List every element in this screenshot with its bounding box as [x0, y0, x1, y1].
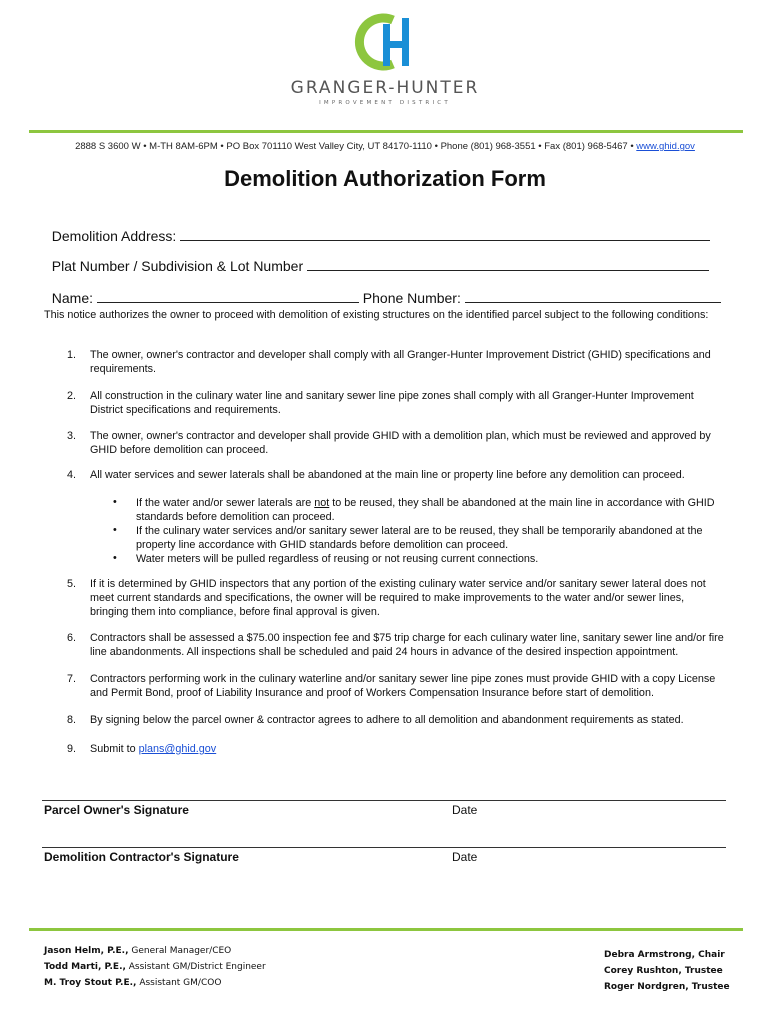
- condition-text: By signing below the parcel owner & contractor agrees to adhere to all demolition and abandonment requirements as stated.: [90, 714, 684, 726]
- footer-divider: [29, 928, 743, 931]
- address-blank[interactable]: [180, 227, 710, 241]
- trustee-entry: Debra Armstrong, Chair: [604, 950, 725, 960]
- org-name: GRANGER-HUNTER: [290, 78, 480, 98]
- submit-email-link[interactable]: plans@ghid.gov: [138, 743, 217, 755]
- name-phone-field[interactable]: [44, 273, 721, 306]
- condition-number: 9.: [67, 743, 77, 755]
- bullet-text: Water meters will be pulled regardless of reusing or not reusing current connections.: [136, 553, 539, 565]
- bullet-icon: •: [113, 552, 117, 564]
- condition-text: All construction in the culinary water line and sanitary sewer line pipe zones shall comply with all Granger-Hunter Improvement District specifications and requirements.: [90, 390, 694, 416]
- condition-number: 7.: [67, 673, 77, 685]
- trustee-entry: Corey Rushton, Trustee: [604, 966, 723, 976]
- org-subtitle: IMPROVEMENT DISTRICT: [319, 100, 451, 106]
- condition-text: Contractors performing work in the culinary waterline and/or sanitary sewer line pipe zones must provide GHID with a copy License and Permit Bond, proof of Liability Insurance and proof of Workers Compensation Insurance before start of demolition.: [90, 673, 716, 699]
- condition-text: The owner, owner's contractor and developer shall provide GHID with a demolition plan, which must be reviewed and approved by GHID before demolition can proceed.: [90, 430, 711, 456]
- name-label: Name:: [51, 290, 97, 306]
- header-divider: [29, 130, 743, 133]
- condition-text: Submit to plans@ghid.gov: [90, 743, 217, 755]
- bullet-text: If the culinary water services and/or sanitary sewer lateral are to be reused, they shall be temporarily abandoned at the property line accordance with GHID standards before demolition can proceed.: [136, 525, 703, 551]
- district-logo: [0, 10, 770, 106]
- phone-label: Phone Number:: [358, 290, 465, 306]
- trustee-list: [604, 947, 730, 995]
- contact-text: 2888 S 3600 W • M-TH 8AM-6PM • PO Box 701110 West Valley City, UT 84170-1110 • Phone (801) 968-3551 • Fax (801) 968-5467 •: [75, 141, 637, 152]
- name-blank[interactable]: [97, 289, 359, 303]
- bullet-icon: •: [113, 496, 117, 508]
- condition-number: 4.: [67, 469, 77, 481]
- bullet-text: If the water and/or sewer laterals are not to be reused, they shall be abandoned at the main line in accordance with GHID standards before demolition can proceed.: [136, 497, 715, 523]
- condition-number: 8.: [67, 714, 77, 726]
- staff-entry: M. Troy Stout P.E., Assistant GM/COO: [44, 978, 222, 988]
- website-link[interactable]: www.ghid.gov: [636, 141, 695, 152]
- condition-text: Contractors shall be assessed a $75.00 inspection fee and $75 trip charge for each culinary water line, sanitary sewer line and/or fire line abandonments. All inspections shall be scheduled and paid 24 hours in advance of the desired inspection appointment.: [90, 632, 724, 658]
- condition-number: 3.: [67, 430, 77, 442]
- contractor-signature-line[interactable]: [42, 847, 726, 848]
- plat-label: Plat Number / Subdivision & Lot Number: [51, 258, 308, 274]
- plat-number-field[interactable]: [44, 241, 709, 274]
- staff-list: [44, 943, 266, 991]
- owner-signature-label: Parcel Owner's Signature: [44, 803, 189, 817]
- condition-text: The owner, owner's contractor and developer shall comply with all Granger-Hunter Improvement District (GHID) specifications and requirements.: [90, 349, 711, 375]
- bullet-icon: •: [113, 524, 117, 536]
- condition-text: All water services and sewer laterals shall be abandoned at the main line or property line before any demolition can proceed.: [90, 469, 685, 481]
- owner-signature-line[interactable]: [42, 800, 726, 801]
- staff-entry: Jason Helm, P.E., General Manager/CEO: [44, 946, 232, 956]
- staff-entry: Todd Marti, P.E., Assistant GM/District Engineer: [44, 962, 266, 972]
- demolition-address-field[interactable]: [44, 211, 710, 244]
- intro-paragraph: This notice authorizes the owner to proceed with demolition of existing structures on the identified parcel subject to the following conditions:: [44, 309, 709, 321]
- condition-number: 1.: [67, 349, 77, 361]
- contact-line: [0, 141, 770, 152]
- page-title: Demolition Authorization Form: [224, 166, 546, 191]
- trustee-entry: Roger Nordgren, Trustee: [604, 982, 730, 992]
- contractor-date-label: Date: [452, 850, 478, 864]
- address-label: Demolition Address:: [51, 228, 181, 244]
- plat-blank[interactable]: [307, 257, 709, 271]
- condition-number: 2.: [67, 390, 77, 402]
- condition-text: If it is determined by GHID inspectors that any portion of the existing culinary water service and/or sanitary sewer lateral does not meet current standards and specifications, the owner will be required to make improvements to the water and/or sewer lines, bringing them into compliance, before final approval is given.: [90, 578, 706, 618]
- ghid-logo-icon: [353, 10, 417, 74]
- condition-number: 6.: [67, 632, 77, 644]
- owner-date-label: Date: [452, 803, 478, 817]
- contractor-signature-label: Demolition Contractor's Signature: [44, 850, 239, 864]
- phone-blank[interactable]: [465, 289, 721, 303]
- condition-number: 5.: [67, 578, 77, 590]
